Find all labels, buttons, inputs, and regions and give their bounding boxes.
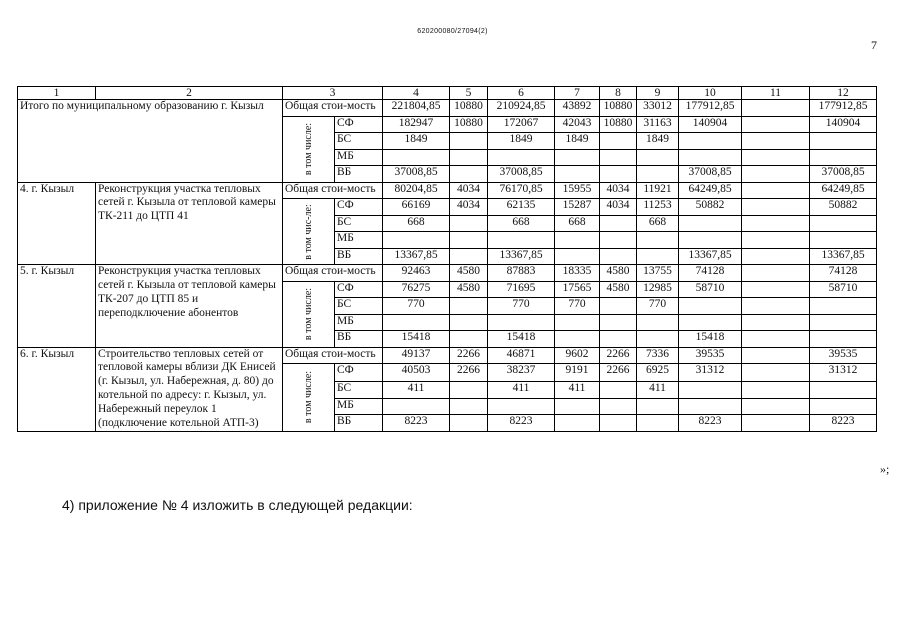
source-label: БС (335, 215, 383, 232)
value-cell: 668 (488, 215, 555, 232)
value-cell (450, 215, 488, 232)
value-cell (810, 149, 877, 166)
value-cell (742, 281, 810, 298)
source-label: МБ (335, 232, 383, 249)
value-cell (742, 100, 810, 117)
value-cell: 37008,85 (810, 166, 877, 183)
value-cell (742, 182, 810, 199)
including-label-cell (283, 364, 335, 432)
value-cell (679, 232, 742, 249)
value-cell: 411 (488, 382, 555, 399)
value-cell (742, 232, 810, 249)
value-cell: 33012 (637, 100, 679, 117)
value-cell: 11253 (637, 199, 679, 216)
value-cell (488, 314, 555, 331)
including-label-cell (283, 199, 335, 265)
value-cell: 64249,85 (679, 182, 742, 199)
source-label: ВБ (335, 415, 383, 432)
value-cell (488, 232, 555, 249)
value-cell (488, 398, 555, 415)
source-label: МБ (335, 314, 383, 331)
value-cell (383, 398, 450, 415)
value-cell: 46871 (488, 347, 555, 364)
value-cell: 2266 (600, 347, 637, 364)
value-cell (637, 149, 679, 166)
header-cell: 5 (450, 87, 488, 100)
value-cell: 177912,85 (679, 100, 742, 117)
value-cell (555, 314, 600, 331)
value-cell (742, 265, 810, 282)
source-label: СФ (335, 281, 383, 298)
value-cell: 40503 (383, 364, 450, 382)
value-cell: 58710 (810, 281, 877, 298)
header-cell: 4 (383, 87, 450, 100)
value-cell (450, 415, 488, 432)
object-description: Реконструкция участка тепловых сетей г. Кызыла от тепловой камеры ТК-211 до ЦТП 41 (96, 182, 283, 265)
value-cell (637, 314, 679, 331)
value-cell (742, 199, 810, 216)
value-cell (679, 314, 742, 331)
value-cell: 18335 (555, 265, 600, 282)
value-cell (450, 232, 488, 249)
including-label: в том чис-ле: (302, 203, 314, 260)
section-name: 6. г. Кызыл (18, 347, 96, 431)
value-cell: 43892 (555, 100, 600, 117)
value-cell (600, 314, 637, 331)
value-cell (742, 248, 810, 265)
value-cell: 74128 (679, 265, 742, 282)
header-cell: 12 (810, 87, 877, 100)
value-cell (679, 382, 742, 399)
value-cell: 13367,85 (679, 248, 742, 265)
value-cell (637, 398, 679, 415)
value-cell (450, 398, 488, 415)
value-cell (450, 166, 488, 183)
value-cell (600, 149, 637, 166)
including-label: в том числе: (302, 122, 314, 176)
value-cell (600, 215, 637, 232)
value-cell (450, 149, 488, 166)
value-cell: 221804,85 (383, 100, 450, 117)
value-cell: 66169 (383, 199, 450, 216)
value-cell: 4580 (450, 265, 488, 282)
value-cell: 140904 (810, 116, 877, 133)
value-cell: 2266 (600, 364, 637, 382)
header-cell: 11 (742, 87, 810, 100)
value-cell: 770 (488, 298, 555, 315)
value-cell (555, 232, 600, 249)
value-cell: 31312 (679, 364, 742, 382)
value-cell (679, 298, 742, 315)
value-cell: 4034 (450, 182, 488, 199)
including-label-cell (283, 281, 335, 347)
value-cell: 4580 (600, 265, 637, 282)
value-cell: 10880 (450, 100, 488, 117)
value-cell (383, 232, 450, 249)
value-cell (600, 415, 637, 432)
value-cell: 37008,85 (488, 166, 555, 183)
value-cell: 76275 (383, 281, 450, 298)
value-cell (742, 415, 810, 432)
value-cell: 9191 (555, 364, 600, 382)
value-cell (679, 215, 742, 232)
value-cell: 13367,85 (810, 248, 877, 265)
value-cell: 10880 (600, 100, 637, 117)
source-label: БС (335, 298, 383, 315)
value-cell: 12985 (637, 281, 679, 298)
source-label: ВБ (335, 331, 383, 348)
value-cell: 76170,85 (488, 182, 555, 199)
value-cell (555, 415, 600, 432)
value-cell (600, 398, 637, 415)
value-cell (742, 382, 810, 399)
value-cell (600, 166, 637, 183)
value-cell: 9602 (555, 347, 600, 364)
value-cell (600, 382, 637, 399)
value-cell: 2266 (450, 347, 488, 364)
value-cell: 210924,85 (488, 100, 555, 117)
value-cell: 177912,85 (810, 100, 877, 117)
value-cell (742, 149, 810, 166)
value-cell (810, 382, 877, 399)
page-number: 7 (871, 38, 877, 52)
value-cell (742, 398, 810, 415)
value-cell (742, 133, 810, 150)
value-cell: 15418 (488, 331, 555, 348)
section-name: 4. г. Кызыл (18, 182, 96, 265)
source-label: СФ (335, 199, 383, 216)
value-cell (450, 133, 488, 150)
value-cell (600, 248, 637, 265)
value-cell (810, 215, 877, 232)
value-cell: 15955 (555, 182, 600, 199)
value-cell: 4034 (600, 199, 637, 216)
source-label: СФ (335, 364, 383, 382)
value-cell: 42043 (555, 116, 600, 133)
value-cell: 6925 (637, 364, 679, 382)
value-cell: 411 (637, 382, 679, 399)
value-cell (810, 133, 877, 150)
total-cost-label: Общая стои-мость (283, 347, 383, 364)
value-cell (600, 331, 637, 348)
value-cell: 7336 (637, 347, 679, 364)
value-cell: 31163 (637, 116, 679, 133)
value-cell: 1849 (488, 133, 555, 150)
value-cell: 8223 (488, 415, 555, 432)
value-cell: 1849 (555, 133, 600, 150)
value-cell (742, 347, 810, 364)
header-cell: 3 (283, 87, 383, 100)
value-cell (555, 398, 600, 415)
value-cell: 411 (383, 382, 450, 399)
value-cell: 80204,85 (383, 182, 450, 199)
value-cell: 87883 (488, 265, 555, 282)
header-cell: 1 (18, 87, 96, 100)
source-label: СФ (335, 116, 383, 133)
section-total-row (18, 100, 877, 117)
header-cell: 8 (600, 87, 637, 100)
source-label: МБ (335, 398, 383, 415)
value-cell: 15418 (383, 331, 450, 348)
value-cell (450, 248, 488, 265)
value-cell: 668 (637, 215, 679, 232)
value-cell: 4034 (600, 182, 637, 199)
value-cell (450, 314, 488, 331)
value-cell: 770 (383, 298, 450, 315)
value-cell (742, 298, 810, 315)
source-label: БС (335, 133, 383, 150)
value-cell: 1849 (637, 133, 679, 150)
header-cell: 2 (96, 87, 283, 100)
value-cell: 2266 (450, 364, 488, 382)
value-cell: 37008,85 (679, 166, 742, 183)
section-total-row (18, 182, 877, 199)
closing-quote: »; (880, 462, 890, 476)
value-cell (742, 215, 810, 232)
value-cell: 668 (383, 215, 450, 232)
value-cell (742, 116, 810, 133)
value-cell (383, 314, 450, 331)
value-cell (742, 364, 810, 382)
value-cell: 37008,85 (383, 166, 450, 183)
value-cell (679, 398, 742, 415)
object-description: Строительство тепловых сетей от тепловой камеры вблизи ДК Енисей (г. Кызыл, ул. Набережная, д. 80) до котельной по адресу: г. Кызыл, ул. Набережный переулок 1 (подключение котельной АТП-3) (96, 347, 283, 431)
including-label-cell (283, 116, 335, 182)
value-cell: 11921 (637, 182, 679, 199)
value-cell (742, 166, 810, 183)
value-cell: 10880 (450, 116, 488, 133)
value-cell: 411 (555, 382, 600, 399)
header-cell: 6 (488, 87, 555, 100)
value-cell (637, 415, 679, 432)
total-cost-label: Общая стои-мость (283, 100, 383, 117)
value-cell (600, 133, 637, 150)
section-name: 5. г. Кызыл (18, 265, 96, 348)
value-cell (450, 298, 488, 315)
value-cell: 39535 (810, 347, 877, 364)
value-cell: 4580 (600, 281, 637, 298)
value-cell (810, 232, 877, 249)
document-id: 620200080/27094(2) (417, 28, 488, 35)
header-cell: 9 (637, 87, 679, 100)
value-cell: 4580 (450, 281, 488, 298)
header-cell: 7 (555, 87, 600, 100)
value-cell (742, 314, 810, 331)
value-cell (810, 398, 877, 415)
value-cell (600, 298, 637, 315)
value-cell: 4034 (450, 199, 488, 216)
funding-table (17, 86, 877, 432)
value-cell (637, 166, 679, 183)
value-cell: 1849 (383, 133, 450, 150)
value-cell (555, 149, 600, 166)
source-label: ВБ (335, 248, 383, 265)
value-cell: 140904 (679, 116, 742, 133)
value-cell: 31312 (810, 364, 877, 382)
value-cell (450, 382, 488, 399)
value-cell: 770 (637, 298, 679, 315)
value-cell (742, 331, 810, 348)
total-cost-label: Общая стои-мость (283, 182, 383, 199)
section-name: Итого по муниципальному образованию г. Кызыл (18, 100, 283, 183)
value-cell (810, 331, 877, 348)
value-cell: 10880 (600, 116, 637, 133)
object-description: Реконструкция участка тепловых сетей г. Кызыла от тепловой камеры ТК-207 до ЦТП 85 и переподключение абонентов (96, 265, 283, 348)
value-cell: 8223 (810, 415, 877, 432)
instruction-text: 4) приложение № 4 изложить в следующей редакции: (62, 497, 413, 513)
header-row (18, 87, 877, 100)
value-cell: 668 (555, 215, 600, 232)
value-cell: 17565 (555, 281, 600, 298)
value-cell (555, 331, 600, 348)
value-cell: 13367,85 (488, 248, 555, 265)
value-cell: 49137 (383, 347, 450, 364)
source-label: БС (335, 382, 383, 399)
value-cell: 64249,85 (810, 182, 877, 199)
value-cell (637, 248, 679, 265)
source-label: МБ (335, 149, 383, 166)
value-cell (383, 149, 450, 166)
value-cell: 182947 (383, 116, 450, 133)
value-cell: 15287 (555, 199, 600, 216)
header-cell: 10 (679, 87, 742, 100)
value-cell (679, 133, 742, 150)
source-label: ВБ (335, 166, 383, 183)
value-cell (679, 149, 742, 166)
section-total-row (18, 265, 877, 282)
value-cell: 13367,85 (383, 248, 450, 265)
value-cell (600, 232, 637, 249)
value-cell: 50882 (810, 199, 877, 216)
value-cell: 38237 (488, 364, 555, 382)
value-cell (637, 232, 679, 249)
value-cell: 62135 (488, 199, 555, 216)
value-cell: 71695 (488, 281, 555, 298)
value-cell (810, 314, 877, 331)
value-cell (810, 298, 877, 315)
value-cell (555, 248, 600, 265)
value-cell: 770 (555, 298, 600, 315)
value-cell: 58710 (679, 281, 742, 298)
value-cell (450, 331, 488, 348)
value-cell (555, 166, 600, 183)
including-label: в том числе: (302, 371, 314, 424)
value-cell: 92463 (383, 265, 450, 282)
value-cell: 172067 (488, 116, 555, 133)
value-cell: 8223 (679, 415, 742, 432)
total-cost-label: Общая стои-мость (283, 265, 383, 282)
value-cell: 39535 (679, 347, 742, 364)
value-cell (488, 149, 555, 166)
value-cell: 74128 (810, 265, 877, 282)
value-cell: 50882 (679, 199, 742, 216)
section-total-row (18, 347, 877, 364)
including-label: в том числе: (302, 287, 314, 341)
value-cell (637, 331, 679, 348)
value-cell: 13755 (637, 265, 679, 282)
value-cell: 8223 (383, 415, 450, 432)
value-cell: 15418 (679, 331, 742, 348)
